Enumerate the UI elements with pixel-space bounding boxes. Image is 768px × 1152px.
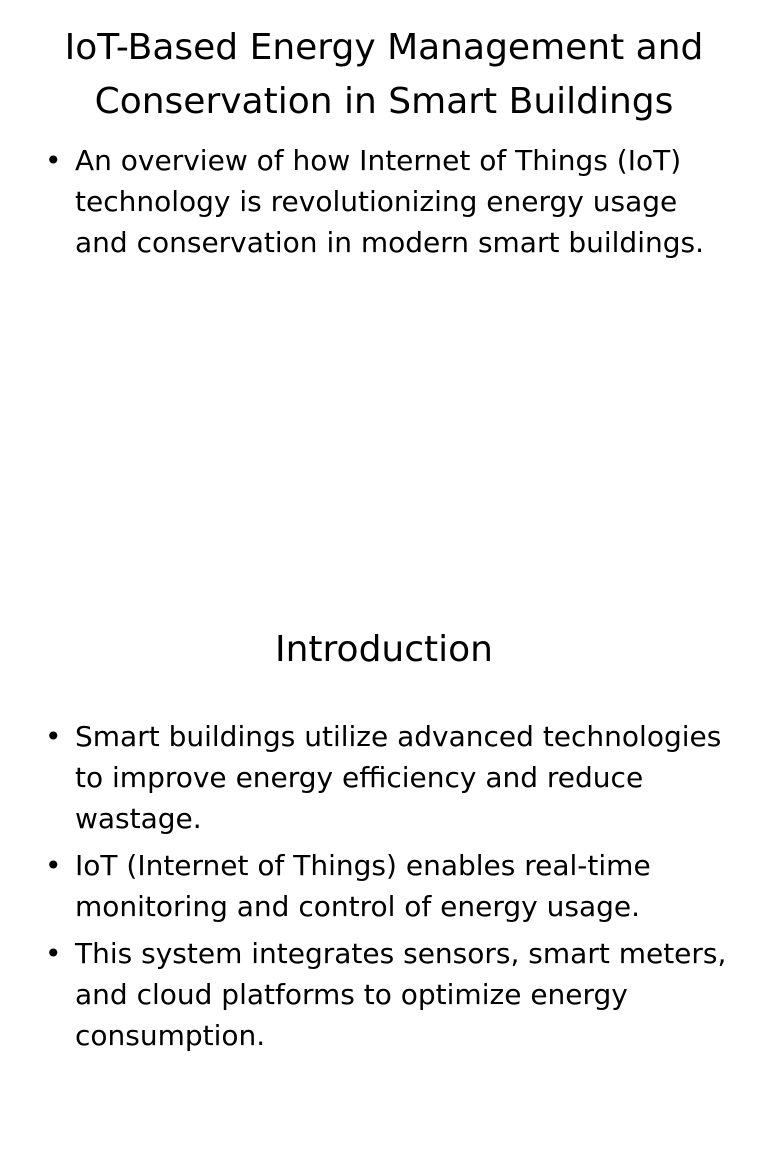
slide-2 bbox=[0, 576, 768, 1152]
slide-title: Introduction bbox=[274, 629, 493, 670]
bullet-icon: • bbox=[45, 720, 62, 753]
bullet-text: Smart buildings utilize advanced technologies to improve energy efficiency and reduce wastage. bbox=[75, 720, 722, 835]
bullet-icon: • bbox=[45, 937, 62, 970]
bullet-text: IoT (Internet of Things) enables real-time monitoring and control of energy usage. bbox=[75, 849, 651, 923]
slide-title: IoT-Based Energy Management and Conservation in Smart Buildings bbox=[64, 27, 704, 122]
bullet-item bbox=[45, 716, 735, 839]
bullet-text: This system integrates sensors, smart meters, and cloud platforms to optimize energy consumption. bbox=[75, 937, 727, 1052]
bullet-list bbox=[45, 140, 735, 269]
bullet-item bbox=[45, 140, 735, 263]
bullet-text: An overview of how Internet of Things (IoT) technology is revolutionizing energy usage and conservation in modern smart buildings. bbox=[75, 144, 704, 259]
bullet-list bbox=[45, 716, 735, 1062]
bullet-icon: • bbox=[45, 849, 62, 882]
bullet-icon: • bbox=[45, 144, 62, 177]
bullet-item bbox=[45, 933, 735, 1056]
bullet-item bbox=[45, 845, 735, 927]
